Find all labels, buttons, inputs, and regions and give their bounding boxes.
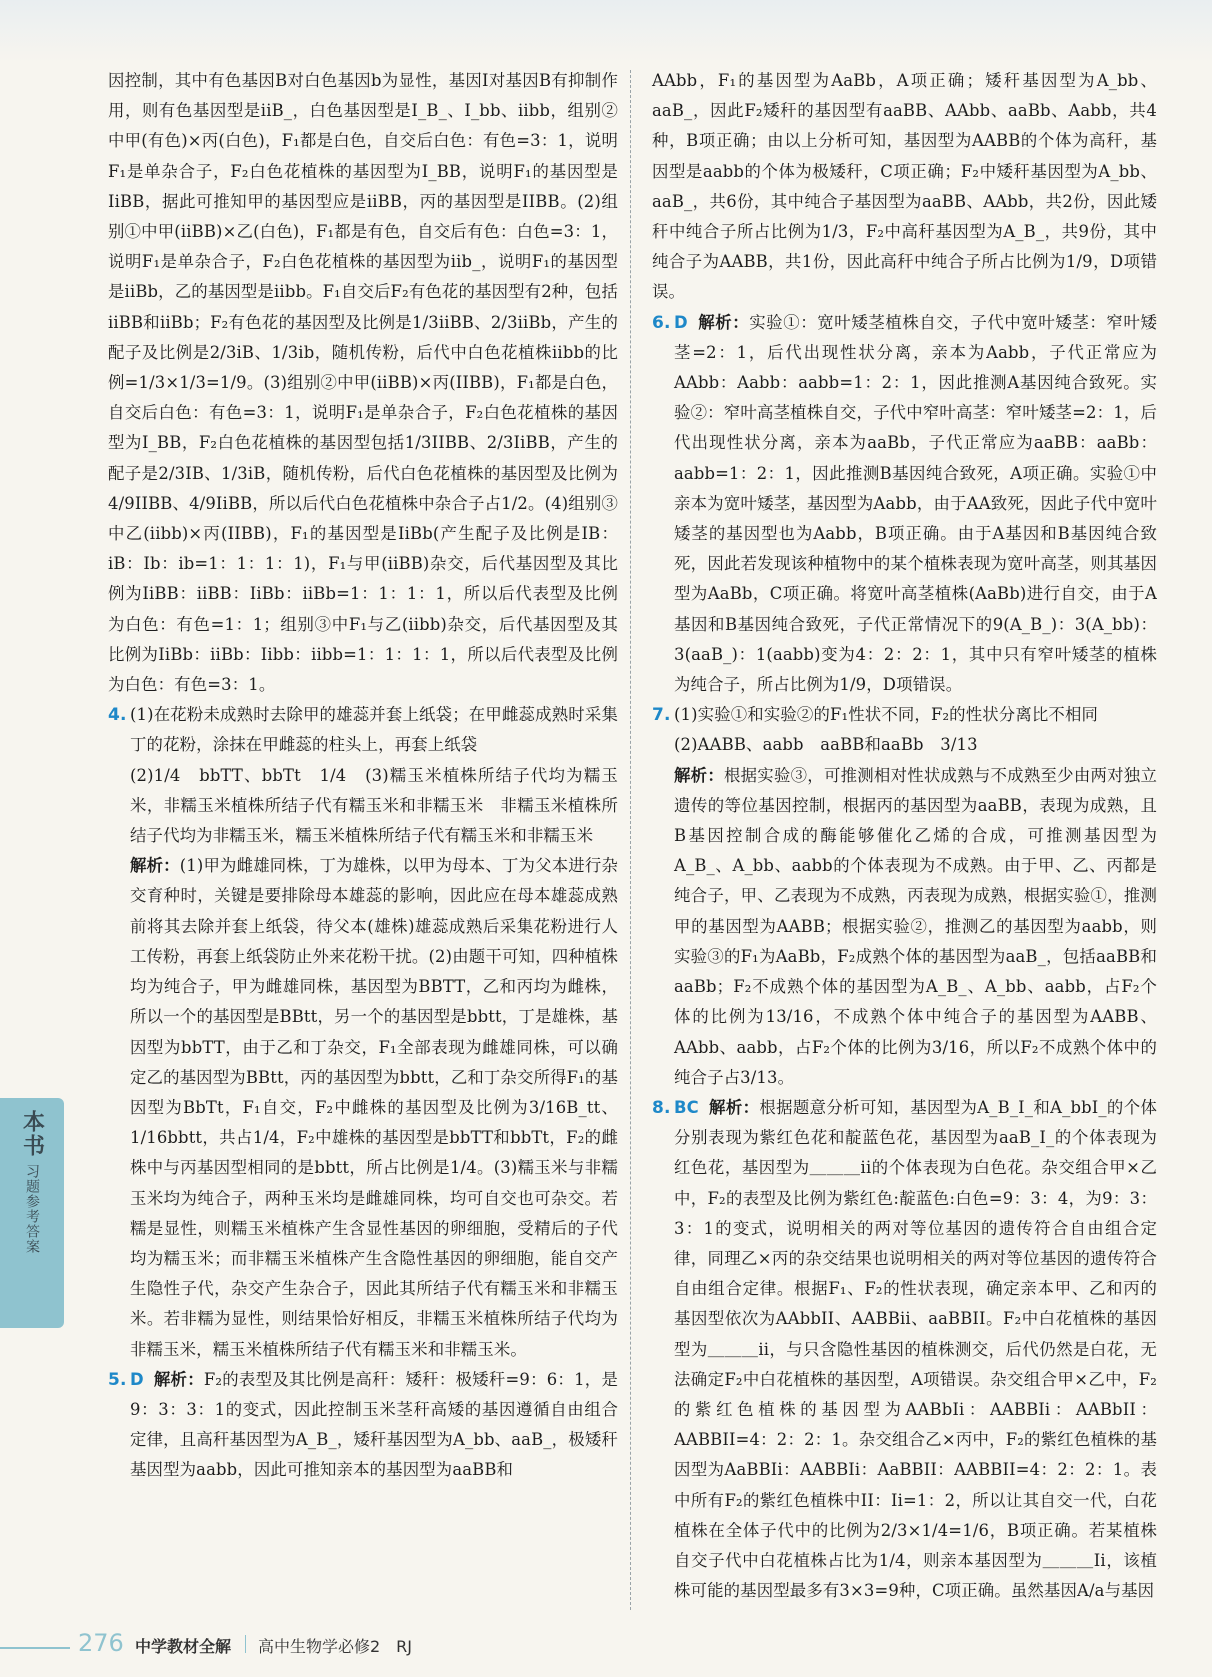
- side-tab-subtitle: 习题参考答案: [24, 1164, 40, 1254]
- page-footer: [0, 1625, 1212, 1665]
- answer-3-continuation: 因控制，其中有色基因B对白色基因b为显性，基因I对基因B有抑制作用，则有色基因型是iiB_，白色基因型是I_B_、I_bb、iibb，组别②中甲(有色)×丙(白色)，F₁都是白色，自交后白色：有色=3：1，说明F₁是单杂合子，F₂白色花植株的基因型为I_BB，说明F₁的基因型是IiBB，据此可推知甲的基因型应是iiBB，丙的基因型是IIBB。(2)组别①中甲(iiBB)×乙(白色)，F₁都是有色，自交后有色：白色=3：1，说明F₁是单杂合子，F₂白色花植株的基因型为iib_，说明F₁的基因型是iiBb，乙的基因型是iibb。F₁自交后F₂有色花的基因型有2种，包括iiBB和iiBb；F₂有色花的基因型及比例是1/3iiBB、2/3iiBb，产生的配子及比例是2/3iB、1/3ib，随机传粉，后代中白色花植株iibb的比例=1/3×1/3=1/9。(3)组别②中甲(iiBB)×丙(IIBB)，F₁都是白色，自交后白色：有色=3：1，说明F₁是单杂合子，F₂白色花植株的基因型为I_BB，F₂白色花植株的基因型包括1/3IIBB、2/3IiBB，产生的配子是2/3IB、1/3iB，随机传粉，后代白色花植株的基因型及比例为4/9IIBB、4/9IiBB，所以后代白色花植株中杂合子占1/2。(4)组别③中乙(iibb)×丙(IIBB)，F₁的基因型是IiBb(产生配子及比例是IB：iB：Ib：ib=1：1：1：1)，F₁与甲(iiBB)杂交，后代基因型及其比例为IiBB：iiBB：IiBb：iiBb=1：1：1：1，所以后代表型及比例为白色：有色=1：1；组别③中F₁与乙(iibb)杂交，后代基因型及其比例为IiBb：iiBb：Iibb：iibb=1：1：1：1，所以后代表型及比例为白色：有色=3：1。: [108, 71, 618, 695]
- footer-rule: [0, 1647, 70, 1649]
- answer-7-part2: (2)AABB、aabb aaBB和aaBb 3/13: [674, 735, 978, 755]
- column-divider: [630, 70, 631, 1610]
- side-tab-title: 本书: [19, 1110, 45, 1158]
- answer-6: 6. D 解析：实验①：宽叶矮茎植株自交，子代中宽叶矮茎：窄叶矮茎=2：1，后代出现性状分离，亲本为Aabb，子代正常应为AAbb：Aabb：aabb=1：2：1，因此推测A基因纯合致死。实验②：窄叶高茎植株自交，子代中窄叶高茎：窄叶矮茎=2：1，后代出现性状分离，亲本为aaBb，子代正常应为aaBB：aaBb：aabb=1：2：1，因此推测B基因纯合致死，A项正确。实验①中亲本为宽叶矮茎，基因型为Aabb，由于AA致死，因此子代中宽叶矮茎的基因型也为Aabb，B项正确。由于A基因和B基因纯合致死，因此若发现该种植物中的某个植株表现为宽叶高茎，则其基因型为AaBb，C项正确。将宽叶高茎植株(AaBb)进行自交，由于A基因和B基因纯合致死，子代正常情况下的9(A_B_)：3(A_bb)：3(aaB_)：1(aabb)变为4：2：2：1，其中只有窄叶矮茎的植株为纯合子，所占比例为1/9，D项错误。: [652, 308, 1157, 701]
- question-number: 5.: [108, 1369, 127, 1390]
- question-number: 7.: [652, 705, 671, 726]
- answer-4-analysis: 解析：(1)甲为雌雄同株，丁为雄株，以甲为母本、丁为父本进行杂交育种时，关键是要排除母本雄蕊的影响，因此应在母本雄蕊成熟前将其去除并套上纸袋，待父本(雄株)雄蕊成熟后采集花粉进行人工传粉，再套上纸袋防止外来花粉干扰。(2)由题干可知，四种植株均为纯合子，甲为雌雄同株，基因型为BBTT，乙和丙均为雌株，所以一个的基因型是BBtt，另一个的基因型是bbtt，丁是雄株，基因型为bbTT，由于乙和丁杂交，F₁全部表现为雌雄同株，可以确定乙的基因型为BBtt，丙的基因型为bbtt，乙和丁杂交所得F₁的基因型为BbTt，F₁自交，F₂中雌株的基因型及比例为3/16B_tt、1/16bbtt，共占1/4，F₂中雄株的基因型是bbTT和bbTt，F₂的雌株中与丙基因型相同的是bbtt，所占比例是1/4。(3)糯玉米与非糯玉米均为纯合子，两种玉米均是雌雄同株，均可自交也可杂交。若糯是显性，则糯玉米植株产生含显性基因的卵细胞，受精后的子代均为糯玉米；而非糯玉米植株产生含隐性基因的卵细胞，能自交产生隐性子代，杂交产生杂合子，因此其所结子代有糯玉米和非糯玉米。若非糯为显性，则结果恰好相反，非糯玉米植株所结子代均为非糯玉米，糯玉米植株所结子代有糯玉米和非糯玉米。: [130, 856, 618, 1359]
- top-band: [0, 0, 1212, 62]
- book-subject: 高中生物学必修2 RJ: [258, 1637, 413, 1656]
- question-number: 4.: [108, 705, 127, 726]
- answer-5: 5. D 解析：F₂的表型及其比例是高秆：矮秆：极矮秆=9：6：1，是9：3：3：1的变式，因此控制玉米茎秆高矮的基因遵循自由组合定律，且高秆基因型为A_B_，矮秆基因型为A_bb、aaB_，极矮秆基因型为aabb，因此可推知亲本的基因型为aaBB和: [108, 1365, 618, 1486]
- left-column: [108, 66, 618, 1486]
- answer-7: 7. (1)实验①和实验②的F₁性状不同，F₂的性状分离比不相同: [652, 700, 1157, 730]
- question-number: 6.: [652, 312, 671, 333]
- answer-8: 8. BC 解析：根据题意分析可知，基因型为A_B_I_和A_bbI_的个体分别表现为紫红色花和靛蓝色花，基因型为aaB_I_的个体表现为红色花，基因型为＿＿＿ii的个体表现为白色花。杂交组合甲×乙中，F₂的表型及比例为紫红色:靛蓝色:白色=9：3：4，为9：3：3：1的变式，说明相关的两对等位基因的遗传符合自由组合定律，同理乙×丙的杂交结果也说明相关的两对等位基因的遗传符合自由组合定律。根据F₁、F₂的性状表现，确定亲本甲、乙和丙的基因型依次为AAbbII、AABBii、aaBBII。F₂中白花植株的基因型为＿＿＿ii，与只含隐性基因的植株测交，后代仍然是白花，无法确定F₂中白花植株的基因型，A项错误。杂交组合甲×乙中，F₂的紫红色植株的基因型为AABbIi：AABBIi：AABbII：AABBII=4：2：2：1。杂交组合乙×丙中，F₂的紫红色植株的基因型为AaBBIi：AABBIi：AaBBII：AABBII=4：2：2：1。表中所有F₂的紫红色植株中II：Ii=1：2，所以让其自交一代，白花植株在全体子代中的比例为2/3×1/4=1/6，B项正确。若某植株自交子代中白花植株占比为1/4，则亲本基因型为＿＿＿Ii，该植株可能的基因型最多有3×3=9种，C项正确。虽然基因A/a与基因: [652, 1093, 1157, 1606]
- answer-7-analysis: 解析：根据实验③，可推测相对性状成熟与不成熟至少由两对独立遗传的等位基因控制，根据丙的基因型为aaBB，表现为成熟，且B基因控制合成的酶能够催化乙烯的合成，可推测基因型为A_B_、A_bb、aabb的个体表现为不成熟。由于甲、乙、丙都是纯合子，甲、乙表现为不成熟，丙表现为成熟，根据实验①，推测甲的基因型为AABB；根据实验②，推测乙的基因型为aabb，则实验③的F₁为AaBb，F₂成熟个体的基因型为aaB_，包括aaBB和aaBb；F₂不成熟个体的基因型为A_B_、A_bb、aabb，占F₂个体的比例为13/16，不成熟个体中纯合子的基因型为AABB、AAbb、aabb，占F₂个体的比例为3/16，所以F₂不成熟个体中的纯合子占3/13。: [674, 765, 1157, 1087]
- side-tab: [0, 1098, 64, 1328]
- analysis-label: 解析：: [708, 1097, 760, 1117]
- analysis-label: 解析：: [153, 1369, 204, 1389]
- analysis-label: 解析：: [697, 312, 750, 332]
- book-brand: 中学教材全解: [135, 1637, 232, 1656]
- analysis-label: 解析：: [674, 765, 724, 785]
- answer-choice: D: [674, 312, 688, 332]
- analysis-label: 解析：: [130, 856, 180, 876]
- answer-4: 4. (1)在花粉未成熟时去除甲的雄蕊并套上纸袋；在甲雌蕊成熟时采集丁的花粉，涂抹在甲雌蕊的柱头上，再套上纸袋: [108, 700, 618, 760]
- question-number: 8.: [652, 1097, 671, 1118]
- page-number: 276: [78, 1629, 124, 1657]
- answer-4-part2: (2)1/4 bbTT、bbTt 1/4 (3)糯玉米植株所结子代均为糯玉米，非糯玉米植株所结子代有糯玉米和非糯玉米 非糯玉米植株所结子代均为非糯玉米，糯玉米植株所结子代有糯玉米和非糯玉米: [130, 765, 618, 846]
- right-column: [652, 66, 1157, 1606]
- footer-separator: [245, 1635, 246, 1653]
- answer-5-continuation: AAbb，F₁的基因型为AaBb，A项正确；矮秆基因型为A_bb、aaB_，因此F₂矮秆的基因型有aaBB、AAbb、aaBb、Aabb，共4种，B项正确；由以上分析可知，基因型为AABB的个体为高秆，基因型是aabb的个体为极矮秆，C项正确；F₂中矮秆基因型为A_bb、aaB_，共6份，其中纯合子基因型为aaBB、AAbb，共2份，因此矮秆中纯合子所占比例为1/3，F₂中高秆基因型为A_B_，共9份，其中纯合子为AABB，共1份，因此高秆中纯合子所占比例为1/9，D项错误。: [652, 71, 1157, 302]
- answer-choice: D: [130, 1369, 144, 1389]
- answer-choice: BC: [674, 1097, 699, 1117]
